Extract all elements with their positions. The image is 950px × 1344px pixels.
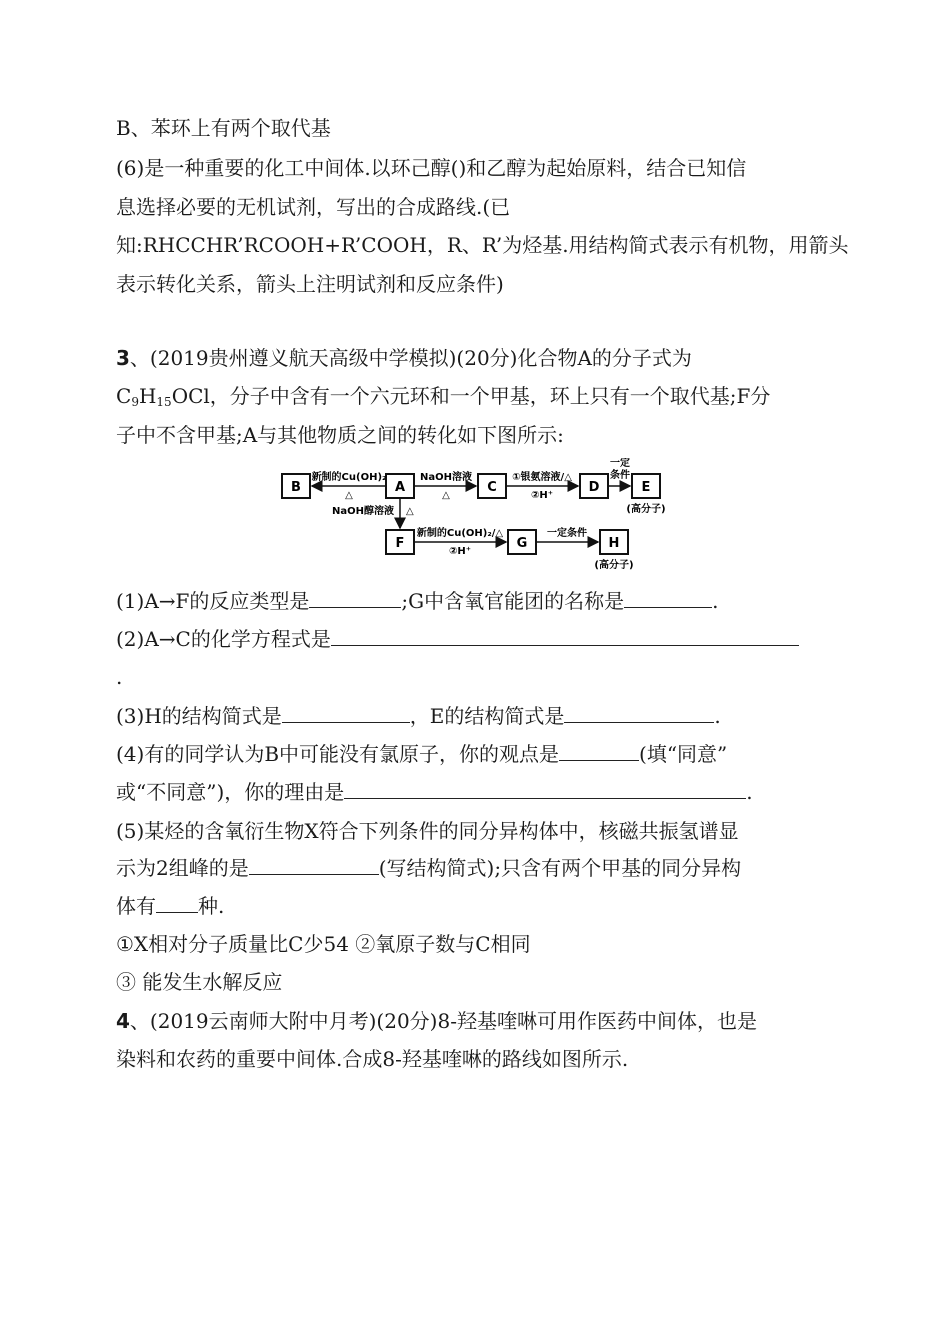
arrow-a-to-f-heat: △ xyxy=(406,506,414,517)
arrow-g-to-h-cond: 一定条件 xyxy=(547,528,587,539)
question-number: 4 xyxy=(116,1009,130,1033)
question-3-part2-end: . xyxy=(116,665,123,689)
question-3-part4-cont xyxy=(116,778,753,806)
box-h-label: H xyxy=(608,536,620,551)
condition-line-2: ③ 能发生水解反应 xyxy=(116,970,283,994)
part5-text: 示为2组峰的是 xyxy=(116,856,249,880)
part3-text: (3)H的结构简式是 xyxy=(116,704,282,728)
arrow-a-to-f-reagent: NaOH醇溶液 xyxy=(332,506,394,517)
question-3-part1 xyxy=(116,587,719,615)
line-q6-cont: 息选择必要的无机试剂，写出的合成路线.(已 xyxy=(116,195,511,219)
question-3-source: 、(2019贵州遵义航天高级中学模拟)(20分)化合物A的分子式为 xyxy=(129,346,692,370)
question-3-part5: (5)某烃的含氧衍生物X符合下列条件的同分异构体中，核磁共振氢谱显 xyxy=(116,819,739,843)
answer-blank-1a[interactable] xyxy=(309,587,401,608)
answer-blank-2[interactable] xyxy=(331,625,799,646)
condition-line-1: ①X相对分子质量比C少54 ②氧原子数与C相同 xyxy=(116,932,531,956)
line-q6-intro: (6)是一种重要的化工中间体.以环己醇()和乙醇为起始原料，结合已知信 xyxy=(116,156,747,180)
part2-text: (2)A→C的化学方程式是 xyxy=(116,627,331,651)
box-a-label: A xyxy=(394,480,406,495)
part1-text-2: ;G中含氧官能团的名称是 xyxy=(401,589,625,613)
formula-sub-15: 15 xyxy=(156,395,172,409)
part5-text-3: 体有 xyxy=(116,894,156,918)
question-4-header xyxy=(116,1007,757,1035)
answer-blank-5b[interactable] xyxy=(156,892,198,913)
question-4-desc: 染料和农药的重要中间体.合成8-羟基喹啉的路线如图所示. xyxy=(116,1047,629,1071)
part4-text-2: (填“同意” xyxy=(639,742,728,766)
box-h-note: (高分子) xyxy=(594,560,634,571)
formula-c: C xyxy=(116,384,132,408)
box-d-label: D xyxy=(588,480,600,495)
answer-blank-1b[interactable] xyxy=(624,587,712,608)
arrow-d-to-e-cond1: 一定 xyxy=(610,458,630,469)
part5-text-2: (写结构简式);只含有两个甲基的同分异构 xyxy=(378,856,742,880)
arrow-a-to-b-reagent: 新制的Cu(OH)₂ xyxy=(311,472,387,483)
part4-text-3: 或“不同意”)，你的理由是 xyxy=(116,780,345,804)
answer-blank-5a[interactable] xyxy=(249,854,379,875)
part3-text-2: ，E的结构简式是 xyxy=(409,704,565,728)
question-3-part3 xyxy=(116,702,721,730)
question-3-part5-end xyxy=(116,892,224,920)
question-3-formula-line xyxy=(116,382,770,416)
question-3-part5-cont xyxy=(116,854,741,882)
part4-text: (4)有的同学认为B中可能没有氯原子，你的观点是 xyxy=(116,742,560,766)
arrow-c-to-d-reagent: ①银氨溶液/△ xyxy=(512,472,572,483)
box-e-note: (高分子) xyxy=(626,504,666,515)
box-f-label: F xyxy=(395,536,405,551)
question-3-part2 xyxy=(116,625,799,653)
arrow-f-to-g-reagent: 新制的Cu(OH)₂/△ xyxy=(416,528,504,539)
formula-rest: OCl，分子中含有一个六元环和一个甲基，环上只有一个取代基;F分 xyxy=(171,384,771,408)
part1-text: (1)A→F的反应类型是 xyxy=(116,589,310,613)
part5-end: 种. xyxy=(198,894,225,918)
formula-sub-9: 9 xyxy=(131,395,139,409)
question-3-part4 xyxy=(116,740,727,768)
arrow-a-to-c-heat: △ xyxy=(442,490,450,501)
box-c-label: C xyxy=(487,480,497,495)
answer-blank-4b[interactable] xyxy=(344,778,746,799)
question-number: 3 xyxy=(116,346,130,370)
formula-h: H xyxy=(138,384,157,408)
question-3-header xyxy=(116,344,692,372)
line-q6-known: 知:RHCCHR’RCOOH+R’COOH，R、R’为烃基.用结构简式表示有机物，用箭头 xyxy=(116,233,849,257)
box-e-label: E xyxy=(641,480,651,495)
arrow-f-to-g-acid: ②H⁺ xyxy=(448,546,472,557)
arrow-c-to-d-acid: ②H⁺ xyxy=(530,490,554,501)
answer-blank-3a[interactable] xyxy=(282,702,410,723)
question-4-source: 、(2019云南师大附中月考)(20分)8-羟基喹啉可用作医药中间体，也是 xyxy=(129,1009,757,1033)
arrow-a-to-b-heat: △ xyxy=(345,490,353,501)
line-substituent: B、苯环上有两个取代基 xyxy=(116,116,331,140)
arrow-d-to-e-cond2: 条件 xyxy=(610,470,630,481)
box-g-label: G xyxy=(516,536,528,551)
box-b-label: B xyxy=(291,480,301,495)
answer-blank-4a[interactable] xyxy=(559,740,639,761)
answer-blank-3b[interactable] xyxy=(564,702,714,723)
part4-end: . xyxy=(746,780,753,804)
part1-end: . xyxy=(712,589,719,613)
arrow-a-to-c-reagent: NaOH溶液 xyxy=(420,472,472,483)
part3-end: . xyxy=(714,704,721,728)
question-3-desc-end: 子中不含甲基;A与其他物质之间的转化如下图所示: xyxy=(116,423,564,447)
conversion-diagram xyxy=(270,458,690,578)
line-q6-end: 表示转化关系，箭头上注明试剂和反应条件) xyxy=(116,272,504,296)
